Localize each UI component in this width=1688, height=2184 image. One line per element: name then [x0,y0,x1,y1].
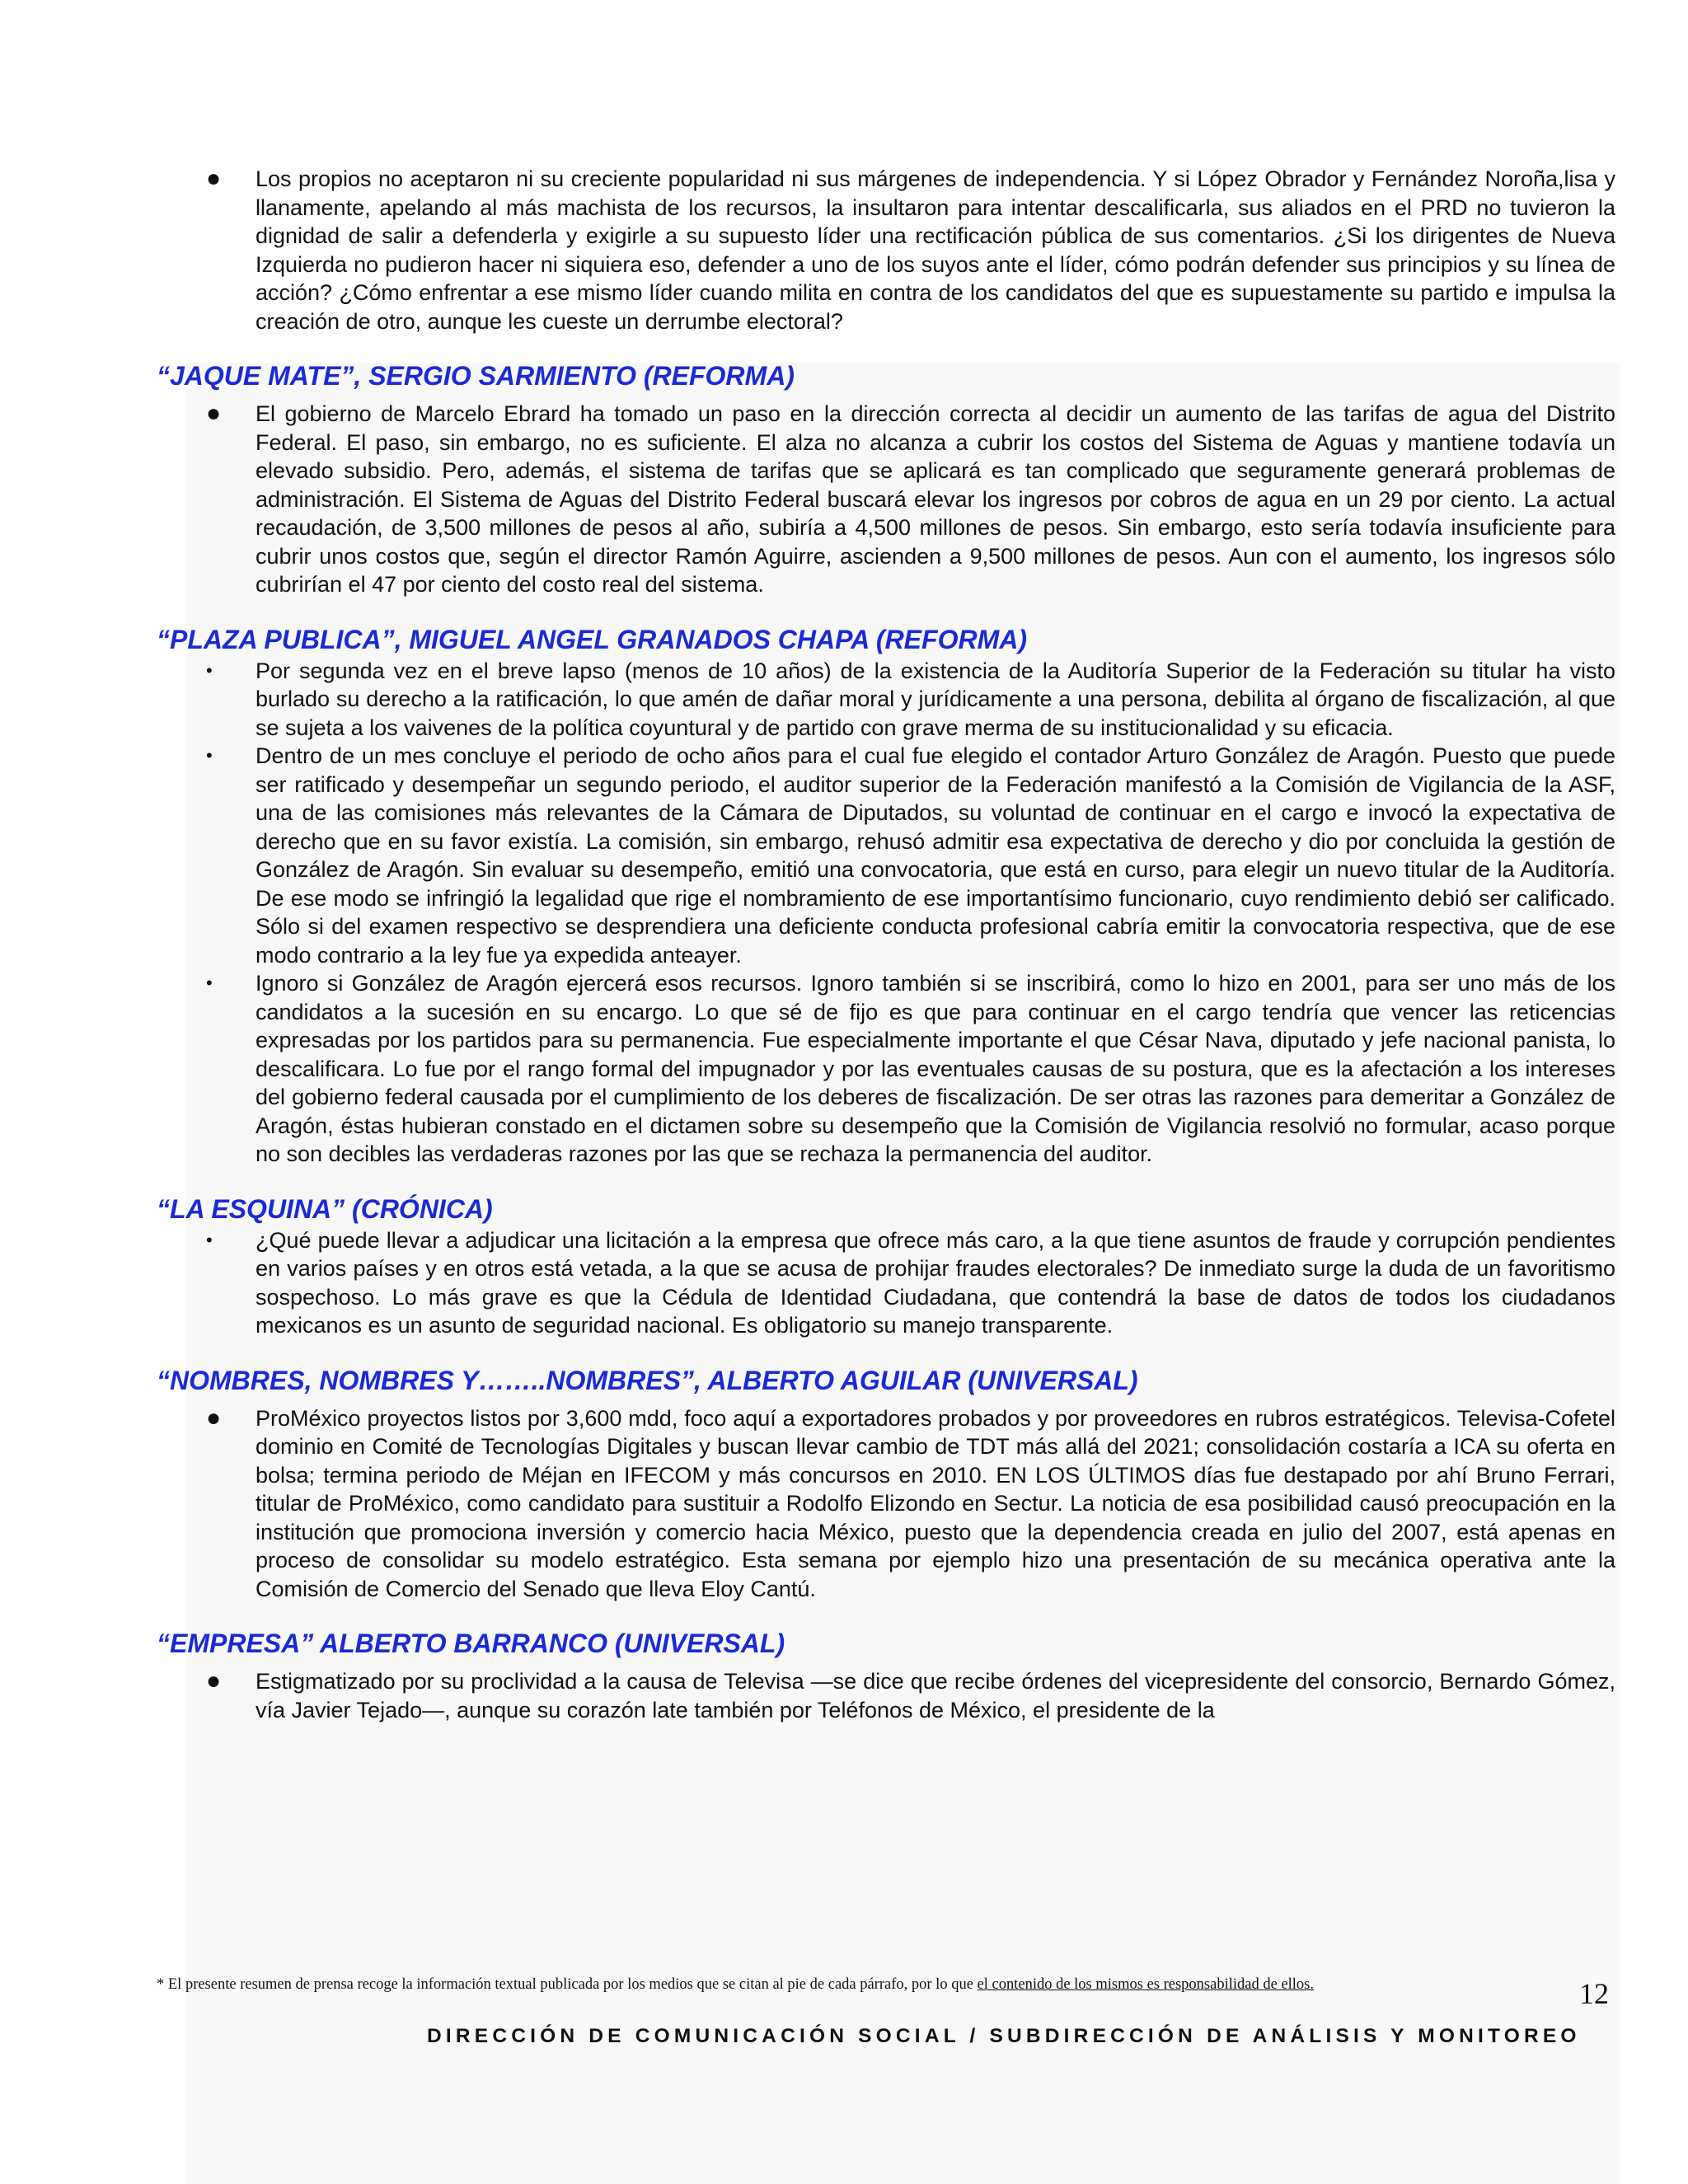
bullet-list [157,400,1615,599]
list-item [157,165,1615,335]
paragraph-text: Dentro de un mes concluye el periodo de ocho años para el cual fue elegido el contador Arturo González de Aragón. Puesto que puede ser ratificado y desempeñar un segundo periodo, el auditor superior de la Federación manifestó a la Comisión de Vigilancia de la ASF, una de las comisiones más relevantes de la Cámara de Diputados, su voluntad de continuar en el cargo e invocó la expectativa de derecho que en su favor existía. La comisión, sin embargo, rehusó admitir esa expectativa de derecho y dio por concluida la gestión de González de Aragón. Sin evaluar su desempeño, emitió una convocatoria, que está en curso, para elegir un nuevo titular de la Auditoría. De ese modo se infringió la legalidad que rige el nombramiento de ese importantísimo funcionario, cuyo rendimiento debió ser calificado. Sólo si del examen respectivo se desprendiera una deficiente conducta profesional cabría emitir la convocatoria respectiva, que de ese modo contrario a la ley fue ya expedida anteayer. [256,743,1615,968]
bullet-icon: ● [206,1667,222,1694]
bullet-list [157,165,1615,335]
bullet-icon: ● [206,1404,222,1432]
section-jaque-mate [157,360,1615,599]
section-heading: “JAQUE MATE”, SERGIO SARMIENTO (REFORMA) [157,361,795,391]
bullet-list [157,1667,1615,1724]
section-heading: “LA ESQUINA” (CRÓNICA) [157,1193,493,1224]
section-empresa [157,1628,1615,1724]
section-continuation [157,165,1615,335]
bullet-icon: ● [206,400,222,427]
bullet-list [157,1226,1615,1340]
section-plaza-publica [157,624,1615,1169]
paragraph-text: Los propios no aceptaron ni su creciente popularidad ni sus márgenes de independencia. Y si López Obrador y Fernández Noroña,lisa y llanamente, apelando al más machista de los recursos, la insultaron para intentar descalificarla, sus aliados en el PRD no tuvieron la dignidad de salir a defenderla y exigirle a su supuesto líder una rectificación pública de sus comentarios. ¿Si los dirigentes de Nueva Izquierda no pudieron hacer ni siquiera eso, defender a uno de los suyos ante el líder, cómo podrán defender sus principios y su línea de acción? ¿Cómo enfrentar a ese mismo líder cuando milita en contra de los candidatos del que es supuestamente su partido e impulsa la creación de otro, aunque les cueste un derrumbe electoral? [256,166,1615,334]
bullet-icon: • [206,745,213,766]
paragraph-text: Por segunda vez en el breve lapso (menos de 10 años) de la existencia de la Auditoría Superior de la Federación su titular ha visto burlado su derecho a la ratificación, lo que amén de dañar moral y jurídicamente a una persona, debilita al órgano de fiscalización, al que se sujeta a los vaivenes de la política coyuntural y de partido con grave merma de su institucionalidad y su eficacia. [256,658,1615,740]
paragraph-text: Ignoro si González de Aragón ejercerá esos recursos. Ignoro también si se inscribirá, como lo hizo en 2001, para ser uno más de los candidatos a la sucesión en su encargo. Lo que sé de fijo es que para continuar en el cargo tendría que vencer las reticencias expresadas por los partidos para su permanencia. Fue especialmente importante el que César Nava, diputado y jefe nacional panista, lo descalificara. Lo fue por el rango formal del impugnador y por las eventuales causas de su postura, que es la afectación a los intereses del gobierno federal causada por el cumplimiento de los deberes de fiscalización. De ser otras las razones para demeritar a González de Aragón, éstas hubieran constado en el dictamen sobre su desempeño que la Comisión de Vigilancia resolvió no formular, acaso porque no son decibles las verdaderas razones por las que se rechaza la permanencia del auditor. [256,971,1615,1166]
document-body [157,165,1615,1724]
bullet-list [157,657,1615,1169]
list-item [157,742,1615,969]
bullet-icon: • [206,972,213,993]
page-number: 12 [1579,1977,1609,2010]
section-heading: “NOMBRES, NOMBRES Y……..NOMBRES”, ALBERTO AGUILAR (UNIVERSAL) [157,1365,1138,1395]
list-item [157,400,1615,599]
paragraph-text: Estigmatizado por su proclividad a la causa de Televisa —se dice que recibe órdenes del vicepresidente del consorcio, Bernardo Gómez, vía Javier Tejado—, aunque su corazón late también por Teléfonos de México, el presidente de la [256,1669,1615,1722]
list-item [157,1226,1615,1340]
section-la-esquina [157,1193,1615,1340]
footnote-text: * El presente resumen de prensa recoge la información textual publicada por los medios que se citan al pie de cada párrafo, por lo que [157,1976,978,1993]
section-nombres [157,1365,1615,1604]
bullet-icon: ● [206,165,222,192]
paragraph-text: El gobierno de Marcelo Ebrard ha tomado un paso en la dirección correcta al decidir un aumento de las tarifas de agua del Distrito Federal. El paso, sin embargo, no es suficiente. El alza no alcanza a cubrir los costos del Sistema de Aguas y mantiene todavía un elevado subsidio. Pero, además, el sistema de tarifas que se aplicará es tan complicado que seguramente generará problemas de administración. El Sistema de Aguas del Distrito Federal buscará elevar los ingresos por cobros de agua en un 29 por ciento. La actual recaudación, de 3,500 millones de pesos al año, subiría a 4,500 millones de pesos. Sin embargo, esto sería todavía insuficiente para cubrir unos costos que, según el director Ramón Aguirre, ascienden a 9,500 millones de pesos. Aun con el aumento, los ingresos sólo cubrirían el 47 por ciento del costo real del sistema. [256,401,1615,597]
section-heading: “PLAZA PUBLICA”, MIGUEL ANGEL GRANADOS CHAPA (REFORMA) [157,624,1027,654]
list-item [157,1404,1615,1604]
paragraph-text: ProMéxico proyectos listos por 3,600 mdd, foco aquí a exportadores probados y por proveedores en rubros estratégicos. Televisa-Cofetel dominio en Comité de Tecnologías Digitales y buscan llevar cambio de TDT más allá del 2021; consolidación costaría a ICA su oferta en bolsa; termina periodo de Méjan en IFECOM y más concursos en 2010. EN LOS ÚLTIMOS días fue destapado por ahí Bruno Ferrari, titular de ProMéxico, como candidato para sustituir a Rodolfo Elizondo en Sectur. La noticia de esa posibilidad causó preocupación en la institución que promociona inversión y comercio hacia México, puesto que la dependencia creada en julio del 2007, está apenas en proceso de consolidar su modelo estratégico. Esta semana por ejemplo hizo una presentación de su mecánica operativa ante la Comisión de Comercio del Senado que lleva Eloy Cantú. [256,1405,1615,1601]
bullet-icon: • [206,1229,213,1250]
section-heading: “EMPRESA” ALBERTO BARRANCO (UNIVERSAL) [157,1629,785,1658]
footnote-underlined-text: el contenido de los mismos es responsabilidad de ellos. [977,1976,1315,1993]
list-item [157,657,1615,743]
paragraph-text: ¿Qué puede llevar a adjudicar una licitación a la empresa que ofrece más caro, a la que tiene asuntos de fraude y corrupción pendientes en varios países y en otros está vetada, a la que se acusa de prohijar fraudes electorales? De inmediato surge la duda de un favoritismo sospechoso. Lo más grave es que la Cédula de Identidad Ciudadana, que contendrá la base de datos de todos los ciudadanos mexicanos es un asunto de seguridad nacional. Es obligatorio su manejo transparente. [256,1227,1615,1338]
footnote [157,1976,1558,1994]
list-item [157,1667,1615,1724]
bullet-list [157,1404,1615,1604]
list-item [157,969,1615,1169]
footer-department: DIRECCIÓN DE COMUNICACIÓN SOCIAL / SUBDIRECCIÓN DE ANÁLISIS Y MONITOREO [427,2025,1581,2047]
bullet-icon: • [206,659,213,681]
